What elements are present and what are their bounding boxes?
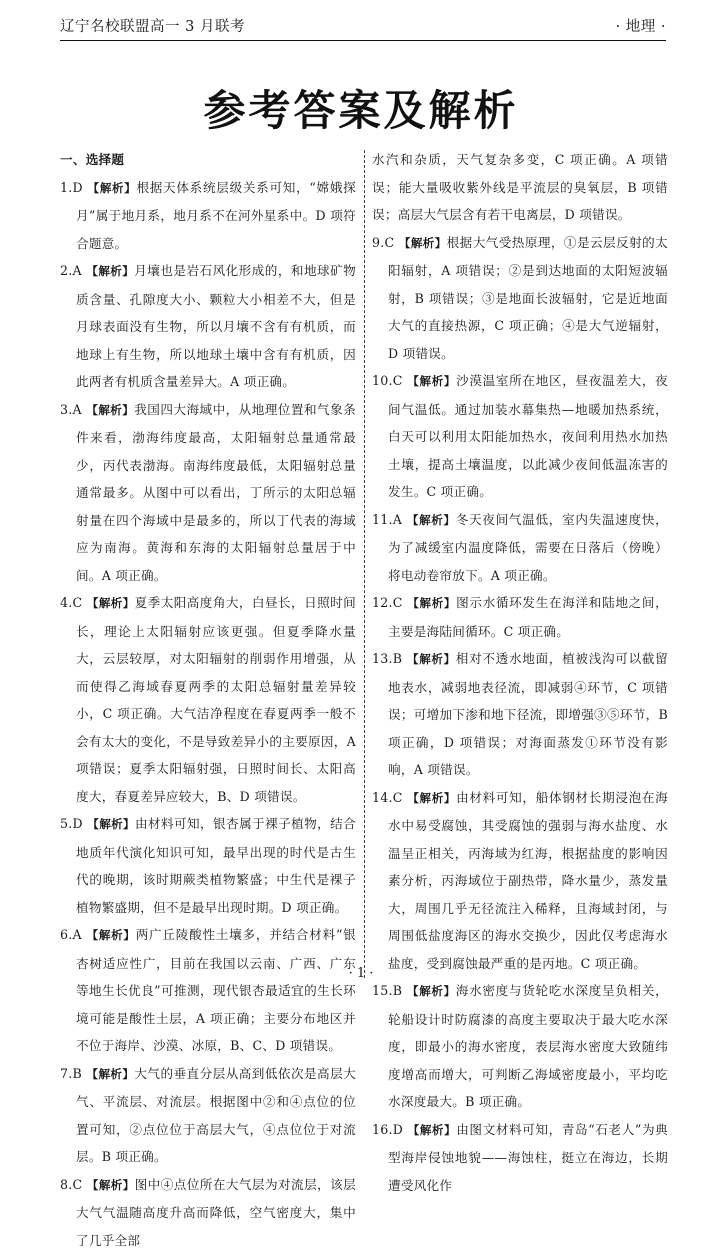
answer-item xyxy=(60,257,356,396)
item-answer: C xyxy=(73,595,83,610)
analysis-tag: 【解析】 xyxy=(407,791,456,805)
analysis-tag: 【解析】 xyxy=(87,817,135,831)
analysis-tag: 【解析】 xyxy=(87,596,135,610)
item-answer: B xyxy=(73,1066,83,1081)
item-answer: D xyxy=(393,1122,403,1137)
item-answer: A xyxy=(73,927,82,942)
analysis-text: 两广丘陵酸性土壤多，并结合材料“银杏树适应性广，目前在我国以云南、广西、广东等地生长优良”可推测，现代银杏最适宜的生长环境可能是酸性土层，A 项正确；主要分布地区并不位于海岸、沙漠、冰原，B、C、D 项错误。 xyxy=(76,927,356,1053)
answer-item xyxy=(372,784,668,978)
header-subject: · 地理 · xyxy=(616,15,666,36)
answer-item xyxy=(60,174,356,258)
item-number: 5. xyxy=(60,816,73,831)
analysis-tag: 【解析】 xyxy=(407,596,456,610)
item-number: 11. xyxy=(372,512,393,527)
analysis-text: 我国四大海域中，从地理位置和气象条件来看，渤海纬度最高，太阳辐射总量通常最少，丙代表渤海。南海纬度最低，太阳辐射总量通常最多。从图中可以看出，丁所示的太阳总辐射量在四个海域中是最多的，所以丁代表的海域应为南海。黄海和东海的太阳辐射总量居于中间。A 项正确。 xyxy=(76,402,356,583)
item-answer: A xyxy=(73,402,82,417)
answer-item xyxy=(60,921,356,1060)
item-number: 15. xyxy=(372,983,393,998)
item-number: 12. xyxy=(372,595,393,610)
item-number: 2. xyxy=(60,263,73,278)
right-column xyxy=(372,146,668,1199)
analysis-text: 大气的垂直分层从高到低依次是高层大气、平流层、对流层。根据图中②和④点位的位置可知，②点位位于高层大气，④点位位于对流层。B 项正确。 xyxy=(76,1066,356,1165)
analysis-tag: 【解析】 xyxy=(407,652,456,666)
analysis-text: 由图文材料可知，青岛“石老人”为典型海岸侵蚀地貌——海蚀柱，挺立在海边，长期遭受风化作 xyxy=(388,1122,668,1193)
analysis-text: 由材料可知，银杏属于裸子植物，结合地质年代演化知识可知，最早出现的时代是古生代的晚期，该时期蕨类植物繁盛；中生代是裸子植物繁盛期，但不是最早出现时期。D 项正确。 xyxy=(76,816,356,915)
header-rule xyxy=(60,40,666,41)
item-answer: A xyxy=(73,263,82,278)
answer-item xyxy=(60,1060,356,1171)
analysis-tag: 【解析】 xyxy=(88,181,137,195)
analysis-text: 冬天夜间气温低，室内失温速度快，为了减缓室内温度降低，需要在日落后（傍晚）将电动卷帘放下。A 项正确。 xyxy=(388,512,668,583)
analysis-tag: 【解析】 xyxy=(87,1178,135,1192)
item-answer: D xyxy=(73,816,83,831)
column-divider xyxy=(364,150,365,978)
item-answer: C xyxy=(393,373,403,388)
answer-item xyxy=(372,1116,668,1200)
analysis-tag: 【解析】 xyxy=(408,1123,456,1137)
item-number: 16. xyxy=(372,1122,393,1137)
analysis-tag: 【解析】 xyxy=(87,1067,135,1081)
answer-item xyxy=(372,645,668,784)
item-number: 9. xyxy=(372,235,385,250)
answer-item xyxy=(60,810,356,921)
item-number: 7. xyxy=(60,1066,73,1081)
analysis-tag: 【解析】 xyxy=(407,374,456,388)
item-answer: B xyxy=(393,651,403,666)
item-answer: C xyxy=(393,595,403,610)
answer-item xyxy=(60,589,356,810)
answer-item xyxy=(372,367,668,506)
item-number: 3. xyxy=(60,402,73,417)
analysis-tag: 【解析】 xyxy=(407,513,456,527)
section-title: 一、选择题 xyxy=(60,146,356,174)
item-answer: B xyxy=(393,983,403,998)
item-number: 14. xyxy=(372,790,393,805)
answer-item xyxy=(60,396,356,590)
page-number: · 1 · xyxy=(0,966,722,981)
answer-item xyxy=(372,977,668,1116)
answer-item xyxy=(372,229,668,368)
item-number: 13. xyxy=(372,651,393,666)
item-answer: C xyxy=(393,790,403,805)
analysis-text: 沙漠温室所在地区，昼夜温差大，夜间气温低。通过加装水幕集热—地暖加热系统，白天可以利用太阳能加热水，夜间利用热水加热土壤，提高土壤温度，以此减少夜间低温冻害的发生。C 项正确。 xyxy=(388,373,668,499)
analysis-text: 由材料可知，船体钢材长期浸泡在海水中易受腐蚀，其受腐蚀的强弱与海水盐度、水温呈正相关，丙海域为红海，根据盐度的影响因素分析，丙海域位于副热带，降水量少，蒸发量大，周围几乎无径流注入稀释，且海域封闭，与周围低盐度海区的海水交换少，因此仅考虑海水盐度，受到腐蚀最严重的是丙地。C 项正确。 xyxy=(388,790,668,971)
item-number: 10. xyxy=(372,373,393,388)
analysis-text: 根据大气受热原理，①是云层反射的太阳辐射，A 项错误；②是到达地面的太阳短波辐射，B 项错误；③是地面长波辐射，它是近地面大气的直接热源，C 项正确；④是大气逆辐射，D 项错误。 xyxy=(388,235,668,361)
analysis-tag: 【解析】 xyxy=(86,264,134,278)
item-answer: C xyxy=(73,1177,83,1192)
analysis-tag: 【解析】 xyxy=(399,236,447,250)
item-number: 1. xyxy=(60,180,73,195)
analysis-text: 夏季太阳高度角大，白昼长，日照时间长，理论上太阳辐射应该更强。但夏季降水量大，云层较厚，对太阳辐射的削弱作用增强，从而使得乙海域春夏两季的太阳总辐射量差异较小，C 项正确。大气洁净程度在春夏两季一般不会有太大的变化，不是导致差异小的主要原因，A 项错误；夏季太阳辐射强，日照时间长、太阳高度大，春夏差异应较大，B、D 项错误。 xyxy=(76,595,356,804)
answer-item xyxy=(372,589,668,645)
analysis-tag: 【解析】 xyxy=(407,984,456,998)
continued-text: 水汽和杂质，天气复杂多变，C 项正确。A 项错误；能大量吸收紫外线是平流层的臭氧层，B 项错误；高层大气层含有若干电离层，D 项错误。 xyxy=(372,146,668,229)
item-number: 6. xyxy=(60,927,73,942)
analysis-tag: 【解析】 xyxy=(87,928,136,942)
item-answer: C xyxy=(385,235,395,250)
analysis-text: 图中④点位所在大气层为对流层，该层大气气温随高度升高而降低，空气密度大，集中了几乎全部 xyxy=(76,1177,356,1248)
analysis-text: 图示水循环发生在海洋和陆地之间，主要是海陆间循环。C 项正确。 xyxy=(388,595,668,639)
item-number: 8. xyxy=(60,1177,73,1192)
analysis-tag: 【解析】 xyxy=(86,403,134,417)
answer-item xyxy=(372,506,668,590)
item-answer: A xyxy=(393,512,402,527)
left-column xyxy=(60,146,356,1254)
page-header xyxy=(60,10,666,40)
analysis-text: 根据天体系统层级关系可知，“嫦娥探月”属于地月系，地月系不在河外星系中。D 项符合题意。 xyxy=(76,180,356,251)
analysis-text: 月壤也是岩石风化形成的，和地球矿物质含量、孔隙度大小、颗粒大小相差不大，但是月球表面没有生物，所以月壤不含有有机质，而地球上有生物，所以地球土壤中含有有机质，因此两者有机质含量差异大。A 项正确。 xyxy=(76,263,356,389)
item-number: 4. xyxy=(60,595,73,610)
item-answer: D xyxy=(73,180,83,195)
header-exam-title: 辽宁名校联盟高一 3 月联考 xyxy=(60,15,245,36)
analysis-text: 相对不透水地面，植被浅沟可以截留地表水，减弱地表径流，即减弱④环节，C 项错误；可增加下渗和地下径流，即增强③⑤环节，B 项正确，D 项错误；对海面蒸发①环节没有影响，A 项错误。 xyxy=(388,651,668,777)
analysis-text: 海水密度与货轮吃水深度呈负相关，轮船设计时防腐漆的高度主要取决于最大吃水深度，即最小的海水密度，表层海水密度大致随纬度增高而增大，可判断乙海域密度最小，平均吃水深度最大。B 项正确。 xyxy=(388,983,668,1109)
page-title: 参考答案及解析 xyxy=(0,78,722,138)
answer-item xyxy=(60,1171,356,1254)
